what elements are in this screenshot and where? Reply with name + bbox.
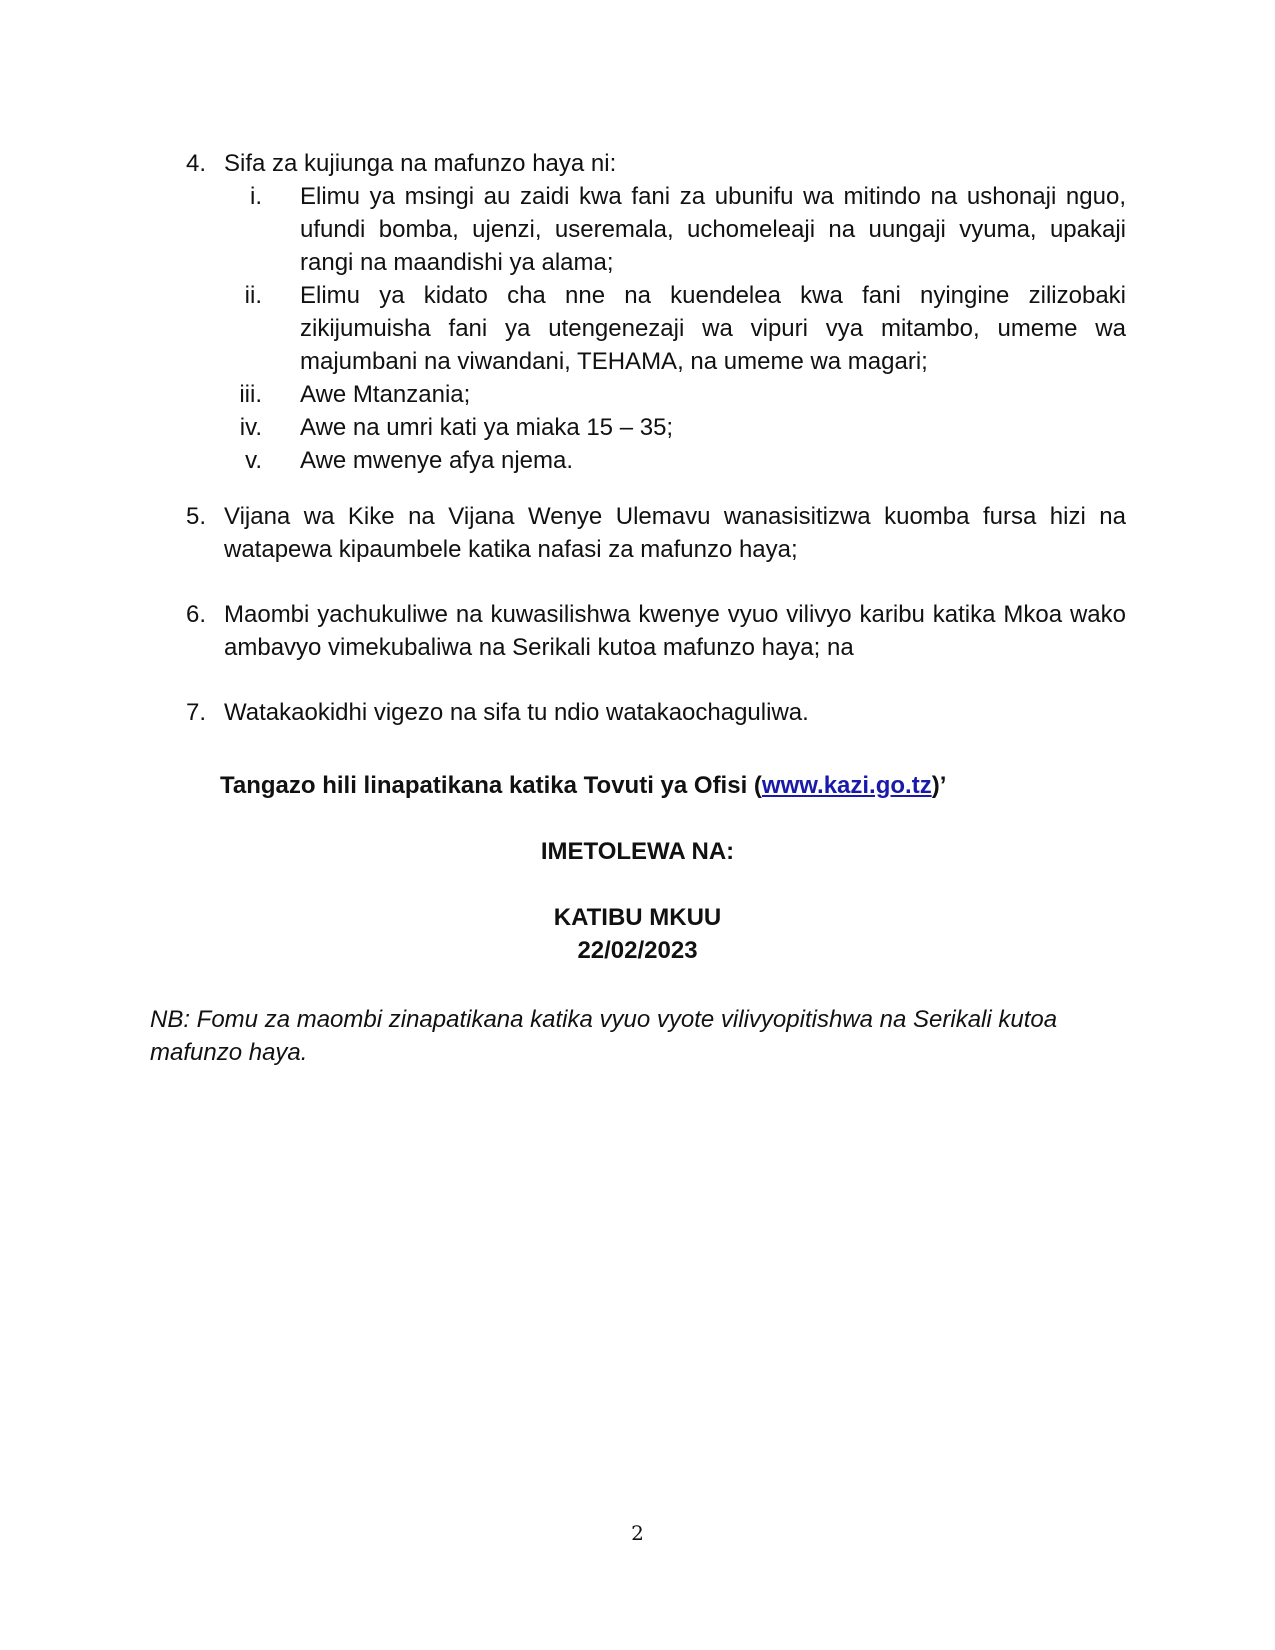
sublist-numeral: v. bbox=[245, 447, 262, 474]
list-item-number: 4. bbox=[186, 150, 207, 177]
sublist-item-ii bbox=[220, 279, 1126, 378]
list-item-text: Watakaokidhi vigezo na sifa tu ndio watakaochaguliwa. bbox=[224, 699, 809, 726]
sublist-numeral: iii. bbox=[239, 381, 262, 408]
sublist-text: Awe mwenye afya njema. bbox=[300, 447, 574, 474]
notice-prefix: Tangazo hili linapatikana katika Tovuti ya Ofisi ( bbox=[220, 772, 762, 799]
list-item-text: Vijana wa Kike na Vijana Wenye Ulemavu wanasisitizwa kuomba fursa hizi na watapewa kipaumbele katika nafasi za mafunzo haya; bbox=[224, 503, 1126, 563]
sublist-item-iv bbox=[220, 411, 1126, 444]
sublist-numeral: iv. bbox=[239, 414, 262, 441]
website-link[interactable]: www.kazi.go.tz bbox=[761, 772, 932, 799]
page-number: 2 bbox=[631, 1521, 644, 1545]
list-item-text: Sifa za kujiunga na mafunzo haya ni: bbox=[224, 150, 617, 177]
sublist-text: Elimu ya msingi au zaidi kwa fani za ubunifu wa mitindo na ushonaji nguo, ufundi bomba, ujenzi, useremala, uchomeleaji na uungaji vyuma, upakaji rangi na maandishi ya alama; bbox=[300, 183, 1126, 276]
list-item-number: 5. bbox=[186, 503, 207, 530]
website-notice bbox=[220, 769, 946, 802]
sublist-numeral: ii. bbox=[244, 282, 262, 309]
nb-note: NB: Fomu za maombi zinapatikana katika vyuo vyote vilivyopitishwa na Serikali kutoa mafunzo haya. bbox=[150, 1006, 1058, 1066]
issue-date: 22/02/2023 bbox=[577, 937, 698, 964]
list-item-4 bbox=[186, 147, 1126, 180]
list-item-number: 7. bbox=[186, 699, 207, 726]
sublist-text: Awe Mtanzania; bbox=[300, 381, 471, 408]
sublist-text: Awe na umri kati ya miaka 15 – 35; bbox=[300, 414, 674, 441]
notice-suffix: )’ bbox=[931, 772, 947, 799]
sublist-item-v bbox=[220, 444, 1126, 477]
list-item-6 bbox=[186, 598, 1126, 664]
list-item-7 bbox=[186, 696, 1126, 729]
sublist-text: Elimu ya kidato cha nne na kuendelea kwa fani nyingine zilizobaki zikijumuisha fani ya utengenezaji wa vipuri vya mitambo, umeme wa majumbani na viwandani, TEHAMA, na umeme wa magari; bbox=[300, 282, 1126, 375]
sublist-item-i bbox=[220, 180, 1126, 279]
sublist-item-iii bbox=[220, 378, 1126, 411]
issued-by-heading: IMETOLEWA NA: bbox=[540, 838, 735, 865]
issuer-title: KATIBU MKUU bbox=[553, 904, 722, 931]
requirements-sublist bbox=[220, 180, 1126, 477]
list-item-text: Maombi yachukuliwe na kuwasilishwa kwenye vyuo vilivyo karibu katika Mkoa wako ambavyo vimekubaliwa na Serikali kutoa mafunzo haya; na bbox=[224, 601, 1126, 661]
list-item-5 bbox=[186, 500, 1126, 566]
list-item-number: 6. bbox=[186, 601, 207, 628]
sublist-numeral: i. bbox=[250, 183, 262, 210]
